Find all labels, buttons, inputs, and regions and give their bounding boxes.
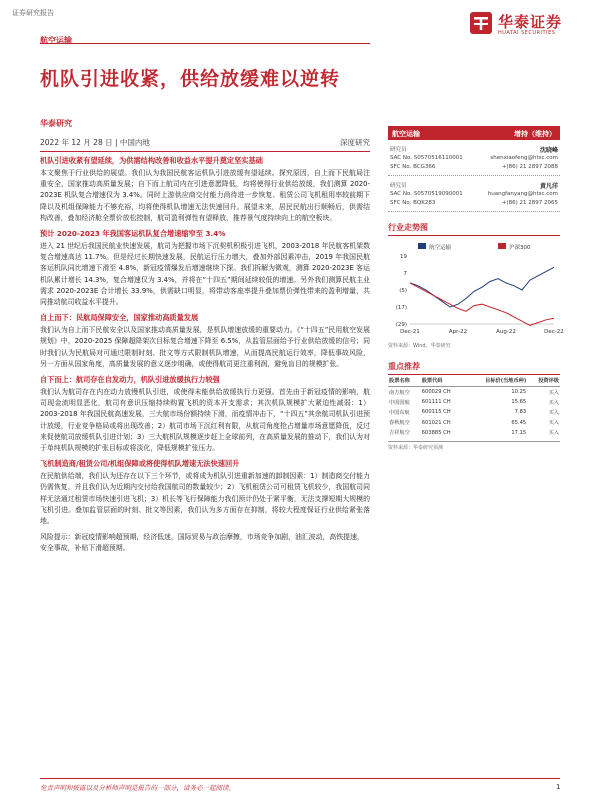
analyst-email[interactable]: shenxiaofeng@htsc.com [490, 155, 558, 161]
table-cell: 买入 [548, 420, 559, 427]
table-cell: 买入 [548, 399, 559, 406]
report-region: 中国内地 [119, 138, 150, 147]
section-heading: 自上而下：民航局保障安全，国家推动高质量发展 [40, 313, 199, 323]
table-cell: 600115 CH [421, 409, 451, 416]
table-row [388, 407, 560, 417]
analyst-sfc: SFC No. BQK283 [390, 200, 436, 206]
section-heading: 预计 2020-2023 年我国客运机队复合增速缩窄至 3.4% [40, 229, 226, 239]
analyst-sac: SAC No. S0570516110001 [390, 155, 463, 161]
table-cell: 买入 [548, 409, 559, 416]
rating-sector: 航空运输 [392, 130, 420, 138]
table-cell: 南方航空 [389, 389, 410, 396]
legend-label: 沪深300 [509, 245, 531, 251]
table-header: 目标价(当地币种) [465, 375, 527, 387]
table-source: 资料来源：华泰研究预测 [388, 441, 560, 451]
report-date: 2022 年 12 月 28 日 [40, 138, 113, 147]
org-name: 华泰研究 [40, 119, 72, 128]
report-type: 深度研究 [340, 138, 370, 147]
section-body: 进入 21 世纪后我国民航业快速发展，航司为把握市场下沉契机积极引进飞机，2003-2018 年民航客机架数复合增速高达 11.7%。但是经过长期快速发展，民航运行压力增大，叠加外部因素冲击，2019 年我国民航客运机队同比增速下滑至 4.8%，新冠疫情爆发后增速继续下探。我们拆解为微观，测算 2020-2023E 客运机队累计增长 14.3%，复合增速仅为 3.4%，并将在“十四五”期间延续较低的增速。另外我们测算民航主业需求 2020-2023E 合计增长 33.9%，供需缺口明显，将带动客座率提升叠加票价弹性带来的盈利增量，共同推动航司收益水平提升。 [40, 242, 370, 307]
analyst-phone: +(86) 21 2897 2088 [501, 164, 558, 170]
section-body: 我们认为航司存在内在动力放慢机队引进，或使得未能供给放缓执行力更强。首先由于新冠疫情的影响，航司现金流明显恶化，航司有意识压缩持续购置飞机的资本开支需求；其次机队规模扩大紧迫性减弱：1）2003-2018 年我国民航高速发展，三大航市场份额持续下滑，而疫情冲击下，“十四五”其余航司机队引进预计放缓，行业竞争格局或将出现改善；2）航司市场下沉红利有限，从航司角度抢占增量市场意愿降低，反过来促使航司放缓机队引进计划；3）三大航机队规模逐步赶上全球前列，在高质量发展的推动下，我们认为对于单纯机队规模的扩张目标或将淡化，降低规模扩张压力。 [40, 388, 370, 453]
recommend-table [388, 375, 560, 438]
page-number: 1 [556, 783, 561, 791]
main-body [40, 156, 370, 555]
logo-text: 华泰证券 [498, 13, 563, 31]
y-tick-label: 19 [400, 254, 407, 260]
chart-source: 资料来源：Wind，华泰研究 [388, 343, 451, 349]
table-cell: 吉祥航空 [389, 430, 410, 437]
risk-warning: 风险提示：新冠疫情影响超预期，经济低迷，国际贸易与政治摩擦，市场竞争加剧，油汇波动，高铁提速，安全事故，补贴下滑超预期。 [40, 533, 364, 553]
table-cell: 买入 [548, 389, 559, 396]
table-cell: 65.45 [511, 419, 527, 426]
rating-bar [388, 126, 560, 140]
series-line [410, 283, 554, 326]
x-tick-label: Dec-21 [400, 329, 420, 335]
table-header: 股票名称 [388, 375, 421, 387]
table-row [388, 428, 560, 438]
table-header: 股票代码 [421, 375, 466, 387]
section [40, 156, 370, 224]
logo-text-en: HUATAI SECURITIES [498, 30, 556, 36]
report-title: 机队引进收紧，供给放缓难以逆转 [40, 68, 341, 90]
section-heading: 机队引进收紧有望延续，为供需结构改善和收益水平提升奠定坚实基础 [40, 156, 263, 165]
table-row [388, 397, 560, 407]
section [40, 229, 370, 308]
analyst-name: 沈晓峰 [539, 147, 558, 154]
footer-divider [40, 778, 560, 779]
trend-chart-svg [388, 240, 564, 340]
analyst-card [388, 178, 560, 212]
analyst-name: 黄凡洋 [539, 183, 558, 190]
y-tick-label: (29) [395, 322, 407, 328]
analyst-role: 研究员 [390, 183, 407, 189]
legend-swatch [498, 243, 506, 249]
x-tick-label: Dec-22 [544, 329, 564, 335]
dateline: 2022 年 12 月 28 日 | 中国内地 深度研究 [40, 137, 370, 152]
report-tag: 证券研究报告 [12, 9, 54, 17]
x-tick-label: Apr-22 [448, 329, 468, 335]
table-cell: 601111 CH [421, 399, 451, 406]
analyst-email[interactable]: huangfanyang@htsc.com [487, 191, 558, 197]
table-row [388, 418, 560, 428]
trend-chart [388, 240, 564, 340]
section-heading: 自下而上：航司存在自发动力，机队引进放缓执行力较强 [40, 375, 220, 385]
table-header: 投资评级 [527, 375, 560, 387]
analyst-sac: SAC No. S0570519090001 [390, 191, 463, 197]
table-cell: 15.65 [511, 399, 527, 406]
y-tick-label: 7 [403, 271, 407, 277]
table-cell: 600029 CH [421, 389, 451, 396]
logo-mark-icon [470, 12, 492, 34]
table-cell: 中国国航 [389, 399, 410, 406]
table-row [388, 387, 560, 398]
category-bar [40, 28, 370, 44]
table-cell: 春秋航空 [389, 420, 410, 427]
table-cell: 601021 CH [421, 419, 451, 426]
table-cell: 7.83 [514, 409, 527, 416]
sidebar [388, 126, 564, 451]
analyst-role: 研究员 [390, 147, 407, 153]
legend-swatch [418, 243, 426, 249]
y-tick-label: (17) [395, 305, 407, 311]
analyst-phone: +(86) 21 2897 2065 [501, 200, 558, 206]
disclaimer: 免责声明和披露以及分析师声明是报告的一部分，请务必一起阅读。 [40, 784, 235, 792]
table-cell: 买入 [548, 430, 559, 437]
section-body: 我们认为自上而下民航安全以及国家推动高质量发展，是机队增速放缓的重要动力。《“十四五”民用航空发展规划》中，2020-2025 保障超降架次目标复合增速下降至 6.5%，从监管层面给予行业供给放缓的信号；同时我们认为民航局对可通过限制时刻、批文等方式限制机队增速，从而提高民航运行效率，降低事故风险，另一方面从国家角度，高质量发展的意义逐步明确，或使得航司更注重利润，避免盲目的规模扩张。 [40, 326, 370, 368]
analyst-sfc: SFC No. BCG366 [390, 164, 436, 170]
rating-value: 增持（维持） [514, 130, 556, 138]
table-cell: 603885 CH [421, 429, 451, 436]
section-heading: 飞机制造商/租赁公司/机组保障或将使得机队增速无法快速回升 [40, 459, 240, 469]
series-line [410, 267, 554, 307]
analyst-card [388, 142, 560, 176]
table-cell: 17.15 [511, 429, 527, 436]
table-cell: 中国东航 [389, 409, 410, 416]
section [40, 459, 370, 527]
category-label: 航空运输 [40, 36, 72, 45]
recommend-heading: 重点推荐 [388, 361, 560, 375]
trend-heading: 行业走势图 [388, 222, 560, 236]
legend-label: 航空运输 [429, 245, 452, 251]
table-cell: 10.25 [511, 389, 527, 396]
x-tick-label: Aug-22 [496, 329, 516, 335]
table-header-row [388, 375, 560, 387]
section [40, 313, 370, 370]
section-body: 在民航供给端，我们认为还存在以下三个环节，或将成为机队引进重新加速的卸制因素：1）制造商交付能力仍需恢复，并且我们认为近期内交付给我国航司的数量较少；2）飞机租赁公司可租赁飞机较少，我国航司同样无法通过租赁市场快速引进飞机；3）机长等飞行保障能力我们预计仍处于紧平衡，无法支撑短期大规模的飞机引进。叠加监管层面的时刻、批文等因素，我们认为多方面存在抑制，将较大程度保证行业供给紧张落地。 [40, 472, 370, 526]
section-body: 本文聚焦于行业供给的展望。我们认为我国民航客运机队引进放缓有望延续。探究原因，自上而下民航局注重安全，国家推动高质量发展；自下而上航司内在引进意愿降低，均将使得行业供给放缓，我们测算 2020-2023E 机队复合增速仅为 3.4%。同时上游供应商交付能力尚待进一步恢复、租赁公司飞机租用率较前期下降以及机组保障能力不够充裕，均将使得机队增速无法快速回升。展望未来，居民民航出行顺畅后，供需结构改善，叠加经济舱全票价放松控制，航司盈利弹性有望释放，推荐景气度持续向上的航空板块。 [40, 169, 370, 222]
section [40, 375, 370, 454]
brand-logo [470, 10, 590, 40]
y-tick-label: (5) [399, 288, 407, 294]
